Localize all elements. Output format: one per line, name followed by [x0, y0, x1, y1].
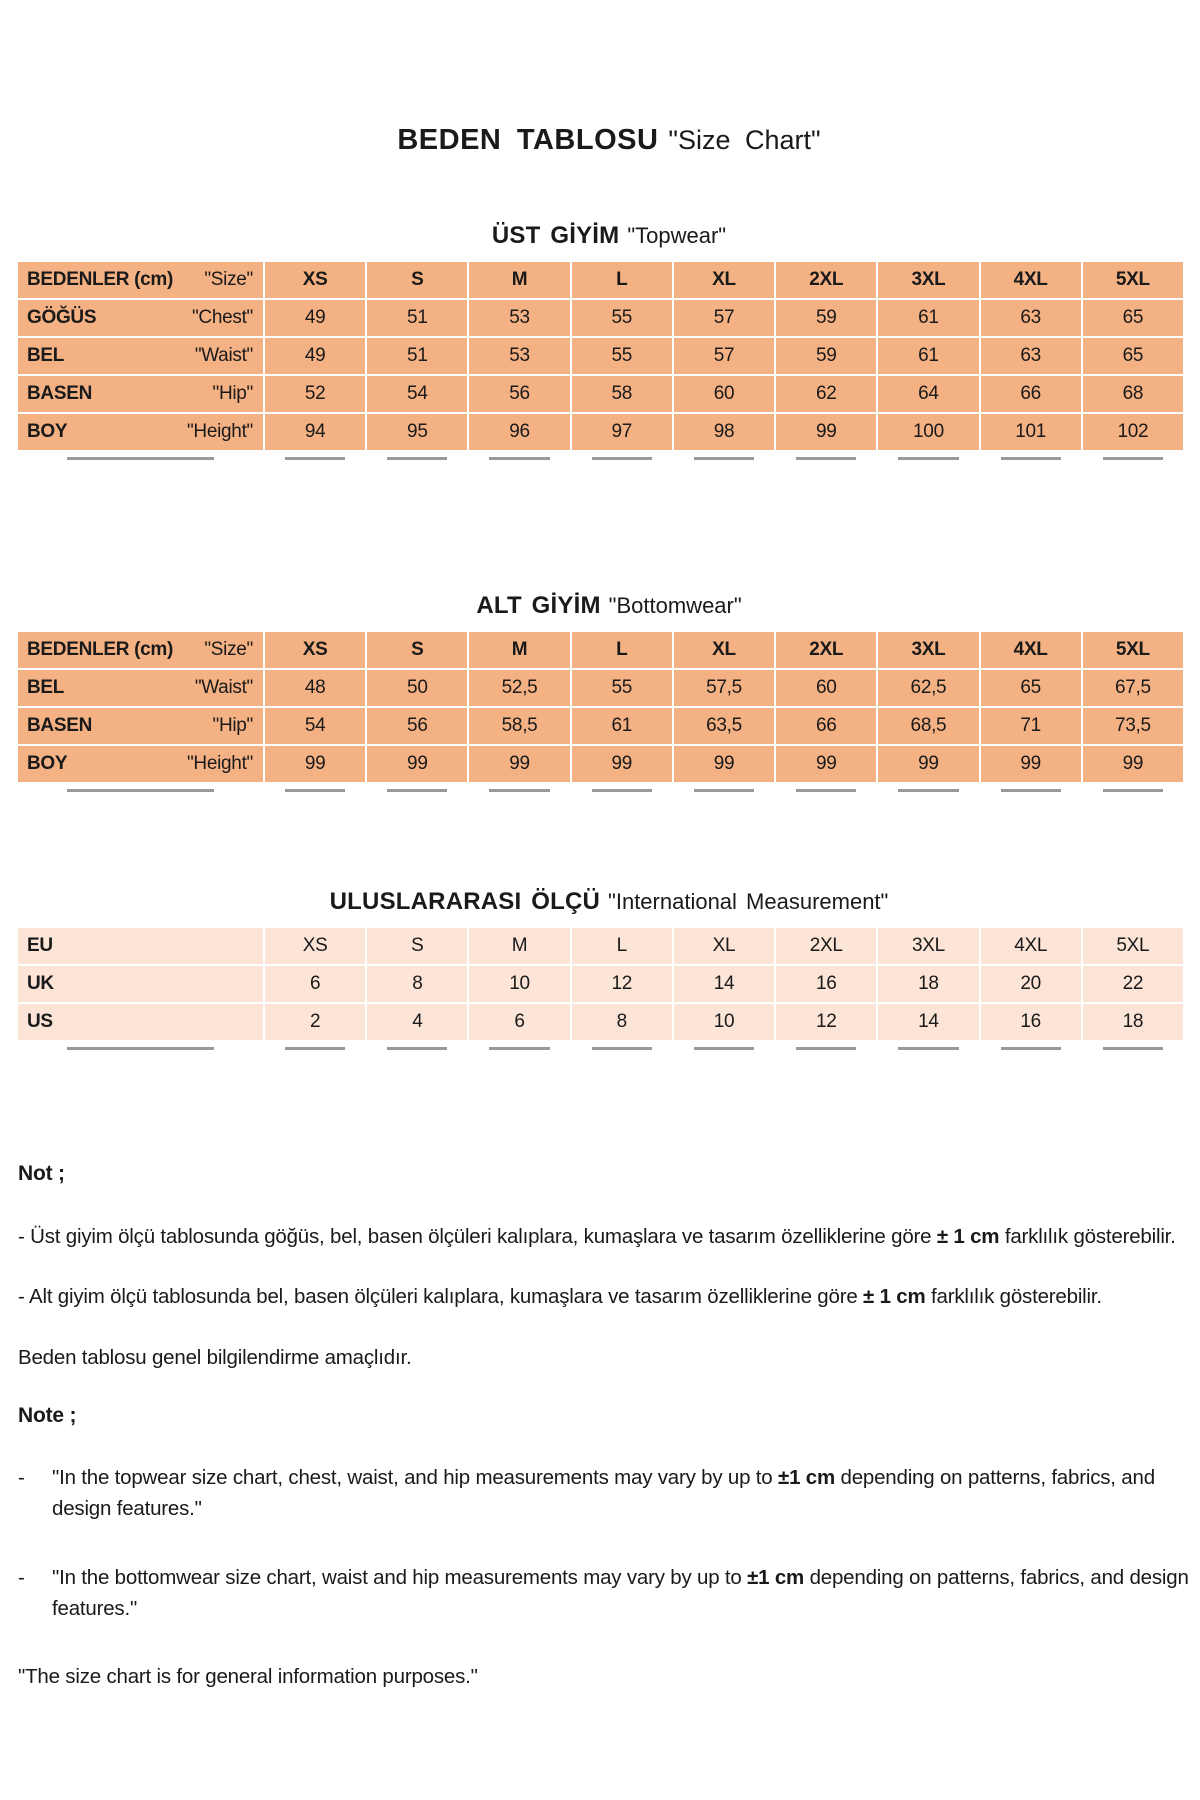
edge-mark — [776, 789, 876, 792]
edge-mark — [469, 457, 569, 460]
topwear-value-cell: 58 — [572, 376, 672, 412]
bottomwear-value-cell: L — [572, 632, 672, 668]
english-note-footer: "The size chart is for general information purposes." — [18, 1665, 478, 1689]
row-label: EU — [27, 935, 53, 956]
note-bold-tolerance: ±1 cm — [778, 1466, 835, 1490]
edge-mark — [981, 1047, 1081, 1050]
international-value-cell: 6 — [469, 1004, 569, 1040]
international-row-2 — [18, 1004, 1183, 1040]
edge-mark — [878, 789, 978, 792]
topwear-row-label-cell — [18, 414, 263, 450]
international-value-cell: 3XL — [878, 928, 978, 964]
edge-mark — [469, 789, 569, 792]
bottomwear-row-3 — [18, 746, 1183, 782]
topwear-value-cell: 68 — [1083, 376, 1183, 412]
bottomwear-row-header — [18, 632, 1183, 668]
bottomwear-value-cell: 68,5 — [878, 708, 978, 744]
row-label: UK — [27, 973, 54, 994]
international-row-label-cell — [18, 928, 263, 964]
bottomwear-value-cell: 99 — [265, 746, 365, 782]
bottomwear-row-label-cell — [18, 670, 263, 706]
international-table-bottom-edge — [18, 1047, 1183, 1050]
bottomwear-value-cell: 99 — [1083, 746, 1183, 782]
bottomwear-row-label-cell — [18, 746, 263, 782]
bottomwear-row-label-cell — [18, 708, 263, 744]
bullet-text — [52, 1563, 1190, 1625]
topwear-value-cell: 59 — [776, 338, 876, 374]
international-value-cell: XS — [265, 928, 365, 964]
bottomwear-value-cell: 5XL — [1083, 632, 1183, 668]
edge-mark — [367, 457, 467, 460]
topwear-row-1 — [18, 300, 1183, 336]
topwear-value-cell: 96 — [469, 414, 569, 450]
note-bold-tolerance: ± 1 cm — [936, 1224, 1000, 1248]
row-label: US — [27, 1011, 53, 1032]
row-label: BEL — [27, 345, 65, 366]
international-value-cell: 4 — [367, 1004, 467, 1040]
turkish-note-bottomwear — [18, 1282, 1190, 1313]
international-value-cell: 4XL — [981, 928, 1081, 964]
topwear-title: ÜST GİYİM — [491, 222, 620, 249]
row-label-translation: "Hip" — [212, 383, 253, 404]
note-text: farklılık gösterebilir. — [925, 1285, 1102, 1309]
topwear-value-cell: 64 — [878, 376, 978, 412]
row-label-translation: "Height" — [186, 421, 253, 442]
international-table — [18, 928, 1183, 1050]
international-row-1 — [18, 966, 1183, 1002]
page-title-quote: "Size Chart" — [668, 125, 821, 155]
international-value-cell: 12 — [776, 1004, 876, 1040]
bottomwear-value-cell: 48 — [265, 670, 365, 706]
bottomwear-table — [18, 632, 1183, 792]
row-label: BEDENLER (cm) — [27, 639, 174, 660]
bottomwear-value-cell: 99 — [572, 746, 672, 782]
bottomwear-value-cell: 63,5 — [674, 708, 774, 744]
topwear-value-cell: 49 — [265, 338, 365, 374]
turkish-note-footer: Beden tablosu genel bilgilendirme amaçlıdır. — [18, 1346, 412, 1369]
notes-section — [18, 1158, 1190, 1719]
edge-mark — [18, 789, 263, 792]
edge-mark — [981, 457, 1081, 460]
topwear-value-cell: XL — [674, 262, 774, 298]
edge-mark — [1083, 789, 1183, 792]
edge-mark — [776, 457, 876, 460]
edge-mark — [776, 1047, 876, 1050]
topwear-value-cell: 51 — [367, 338, 467, 374]
topwear-row-label-cell — [18, 376, 263, 412]
turkish-note-topwear — [18, 1222, 1190, 1253]
topwear-value-cell: 61 — [878, 338, 978, 374]
bottomwear-row-label-cell — [18, 632, 263, 668]
international-value-cell: 20 — [981, 966, 1081, 1002]
topwear-value-cell: 99 — [776, 414, 876, 450]
topwear-value-cell: 97 — [572, 414, 672, 450]
bottomwear-value-cell: 61 — [572, 708, 672, 744]
bottomwear-row-1 — [18, 670, 1183, 706]
bottomwear-value-cell: 99 — [981, 746, 1081, 782]
topwear-value-cell: 59 — [776, 300, 876, 336]
international-value-cell: 16 — [776, 966, 876, 1002]
bottomwear-value-cell: M — [469, 632, 569, 668]
bottomwear-value-cell: 58,5 — [469, 708, 569, 744]
edge-mark — [18, 457, 263, 460]
bullet-text — [52, 1463, 1190, 1525]
international-row-label-cell — [18, 966, 263, 1002]
topwear-value-cell: 55 — [572, 338, 672, 374]
edge-mark — [367, 789, 467, 792]
bullet-dash: - — [18, 1565, 25, 1589]
international-value-cell: 14 — [674, 966, 774, 1002]
bottomwear-section-title — [18, 592, 1200, 620]
topwear-value-cell: 95 — [367, 414, 467, 450]
international-row-label-cell — [18, 1004, 263, 1040]
bottomwear-value-cell: 73,5 — [1083, 708, 1183, 744]
bottomwear-value-cell: 66 — [776, 708, 876, 744]
note-text: - Alt giyim ölçü tablosunda bel, basen ölçüleri kalıplara, kumaşlara ve tasarım özelliklerine göre — [18, 1285, 864, 1309]
topwear-row-label-cell — [18, 300, 263, 336]
international-value-cell: 8 — [367, 966, 467, 1002]
english-note-topwear — [18, 1463, 1190, 1525]
row-label: BOY — [27, 421, 68, 442]
topwear-value-cell: 52 — [265, 376, 365, 412]
row-label: BASEN — [27, 715, 93, 736]
topwear-value-cell: S — [367, 262, 467, 298]
topwear-value-cell: XS — [265, 262, 365, 298]
row-label-translation: "Size" — [204, 639, 253, 660]
bottomwear-title: ALT GİYİM — [476, 592, 601, 619]
bottomwear-value-cell: XS — [265, 632, 365, 668]
row-label-translation: "Height" — [186, 753, 253, 774]
edge-mark — [878, 457, 978, 460]
topwear-value-cell: 3XL — [878, 262, 978, 298]
row-label: BEDENLER (cm) — [27, 269, 174, 290]
topwear-value-cell: 53 — [469, 300, 569, 336]
note-text: "In the topwear size chart, chest, waist, and hip measurements may vary by up to — [52, 1466, 779, 1490]
international-title: ULUSLARARASI ÖLÇÜ — [329, 888, 601, 915]
bottomwear-value-cell: 3XL — [878, 632, 978, 668]
bullet-dash: - — [18, 1466, 25, 1490]
bottomwear-value-cell: 62,5 — [878, 670, 978, 706]
topwear-row-2 — [18, 338, 1183, 374]
row-label-translation: "Waist" — [194, 677, 253, 698]
edge-mark — [981, 789, 1081, 792]
note-bold-tolerance: ± 1 cm — [863, 1285, 926, 1309]
topwear-value-cell: 49 — [265, 300, 365, 336]
english-note-bottomwear — [18, 1563, 1190, 1625]
topwear-table — [18, 262, 1183, 460]
bottomwear-value-cell: 4XL — [981, 632, 1081, 668]
international-value-cell: 10 — [469, 966, 569, 1002]
bottomwear-value-cell: 55 — [572, 670, 672, 706]
topwear-value-cell: 57 — [674, 338, 774, 374]
edge-mark — [469, 1047, 569, 1050]
bottomwear-value-cell: 99 — [674, 746, 774, 782]
row-label: GÖĞÜS — [27, 307, 97, 328]
topwear-value-cell: 61 — [878, 300, 978, 336]
international-value-cell: 16 — [981, 1004, 1081, 1040]
topwear-value-cell: 51 — [367, 300, 467, 336]
edge-mark — [674, 1047, 774, 1050]
turkish-note-heading: Not ; — [18, 1162, 65, 1185]
topwear-value-cell: 5XL — [1083, 262, 1183, 298]
edge-mark — [1083, 1047, 1183, 1050]
bottomwear-value-cell: XL — [674, 632, 774, 668]
topwear-row-4 — [18, 414, 1183, 450]
topwear-row-header — [18, 262, 1183, 298]
bottomwear-value-cell: 99 — [469, 746, 569, 782]
bottomwear-value-cell: 71 — [981, 708, 1081, 744]
row-label-translation: "Size" — [204, 269, 253, 290]
bottomwear-value-cell: 99 — [878, 746, 978, 782]
international-value-cell: 22 — [1083, 966, 1183, 1002]
topwear-value-cell: 65 — [1083, 338, 1183, 374]
topwear-value-cell: 56 — [469, 376, 569, 412]
bottomwear-title-quote: "Bottomwear" — [608, 593, 742, 618]
international-value-cell: 18 — [1083, 1004, 1183, 1040]
topwear-value-cell: 53 — [469, 338, 569, 374]
edge-mark — [572, 789, 672, 792]
topwear-value-cell: 54 — [367, 376, 467, 412]
bottomwear-value-cell: 50 — [367, 670, 467, 706]
topwear-value-cell: 62 — [776, 376, 876, 412]
topwear-value-cell: 101 — [981, 414, 1081, 450]
note-text: depending on patterns, fabrics, and design features." — [52, 1466, 1155, 1520]
row-label: BOY — [27, 753, 68, 774]
topwear-row-label-cell — [18, 338, 263, 374]
bottomwear-value-cell: 65 — [981, 670, 1081, 706]
bottomwear-value-cell: 56 — [367, 708, 467, 744]
topwear-value-cell: 65 — [1083, 300, 1183, 336]
topwear-value-cell: 94 — [265, 414, 365, 450]
international-title-quote: "International Measurement" — [608, 889, 889, 914]
international-section-title — [18, 888, 1200, 916]
note-text: - Üst giyim ölçü tablosunda göğüs, bel, basen ölçüleri kalıplara, kumaşlara ve tasarım özelliklerine göre — [18, 1224, 937, 1248]
international-value-cell: 18 — [878, 966, 978, 1002]
row-label-translation: "Chest" — [191, 307, 253, 328]
bottomwear-row-2 — [18, 708, 1183, 744]
edge-mark — [674, 789, 774, 792]
international-value-cell: 6 — [265, 966, 365, 1002]
note-text: farklılık gösterebilir. — [999, 1224, 1176, 1248]
topwear-row-label-cell — [18, 262, 263, 298]
international-value-cell: 5XL — [1083, 928, 1183, 964]
edge-mark — [265, 1047, 365, 1050]
english-note-heading: Note ; — [18, 1403, 77, 1427]
topwear-value-cell: M — [469, 262, 569, 298]
note-text: depending on patterns, fabrics, and design features." — [52, 1565, 1189, 1620]
international-value-cell: 14 — [878, 1004, 978, 1040]
edge-mark — [674, 457, 774, 460]
bottomwear-value-cell: 2XL — [776, 632, 876, 668]
edge-mark — [265, 457, 365, 460]
bottomwear-value-cell: 52,5 — [469, 670, 569, 706]
edge-mark — [572, 457, 672, 460]
topwear-value-cell: 60 — [674, 376, 774, 412]
topwear-value-cell: 63 — [981, 300, 1081, 336]
page-title — [18, 124, 1200, 157]
topwear-value-cell: 63 — [981, 338, 1081, 374]
international-value-cell: S — [367, 928, 467, 964]
bottomwear-value-cell: 60 — [776, 670, 876, 706]
international-value-cell: 2 — [265, 1004, 365, 1040]
topwear-value-cell: 66 — [981, 376, 1081, 412]
bottomwear-value-cell: S — [367, 632, 467, 668]
edge-mark — [878, 1047, 978, 1050]
topwear-row-3 — [18, 376, 1183, 412]
international-value-cell: 10 — [674, 1004, 774, 1040]
topwear-value-cell: 57 — [674, 300, 774, 336]
row-label: BASEN — [27, 383, 93, 404]
row-label-translation: "Waist" — [194, 345, 253, 366]
row-label-translation: "Hip" — [212, 715, 253, 736]
bottomwear-value-cell: 54 — [265, 708, 365, 744]
topwear-title-quote: "Topwear" — [627, 223, 727, 248]
topwear-section-title — [18, 222, 1200, 250]
bottomwear-value-cell: 57,5 — [674, 670, 774, 706]
international-value-cell: 12 — [572, 966, 672, 1002]
bottomwear-value-cell: 99 — [776, 746, 876, 782]
edge-mark — [367, 1047, 467, 1050]
edge-mark — [1083, 457, 1183, 460]
international-value-cell: 2XL — [776, 928, 876, 964]
note-text: "In the bottomwear size chart, waist and hip measurements may vary by up to — [52, 1565, 748, 1589]
international-value-cell: XL — [674, 928, 774, 964]
international-row-0 — [18, 928, 1183, 964]
topwear-value-cell: 4XL — [981, 262, 1081, 298]
topwear-value-cell: L — [572, 262, 672, 298]
bottomwear-table-bottom-edge — [18, 789, 1183, 792]
edge-mark — [265, 789, 365, 792]
topwear-value-cell: 98 — [674, 414, 774, 450]
edge-mark — [18, 1047, 263, 1050]
topwear-table-bottom-edge — [18, 457, 1183, 460]
bottomwear-value-cell: 67,5 — [1083, 670, 1183, 706]
edge-mark — [572, 1047, 672, 1050]
topwear-value-cell: 55 — [572, 300, 672, 336]
international-value-cell: 8 — [572, 1004, 672, 1040]
topwear-value-cell: 102 — [1083, 414, 1183, 450]
bottomwear-value-cell: 99 — [367, 746, 467, 782]
row-label: BEL — [27, 677, 65, 698]
note-bold-tolerance: ±1 cm — [747, 1565, 805, 1589]
international-value-cell: L — [572, 928, 672, 964]
international-value-cell: M — [469, 928, 569, 964]
topwear-value-cell: 2XL — [776, 262, 876, 298]
topwear-value-cell: 100 — [878, 414, 978, 450]
page-title-main: BEDEN TABLOSU — [397, 124, 659, 156]
